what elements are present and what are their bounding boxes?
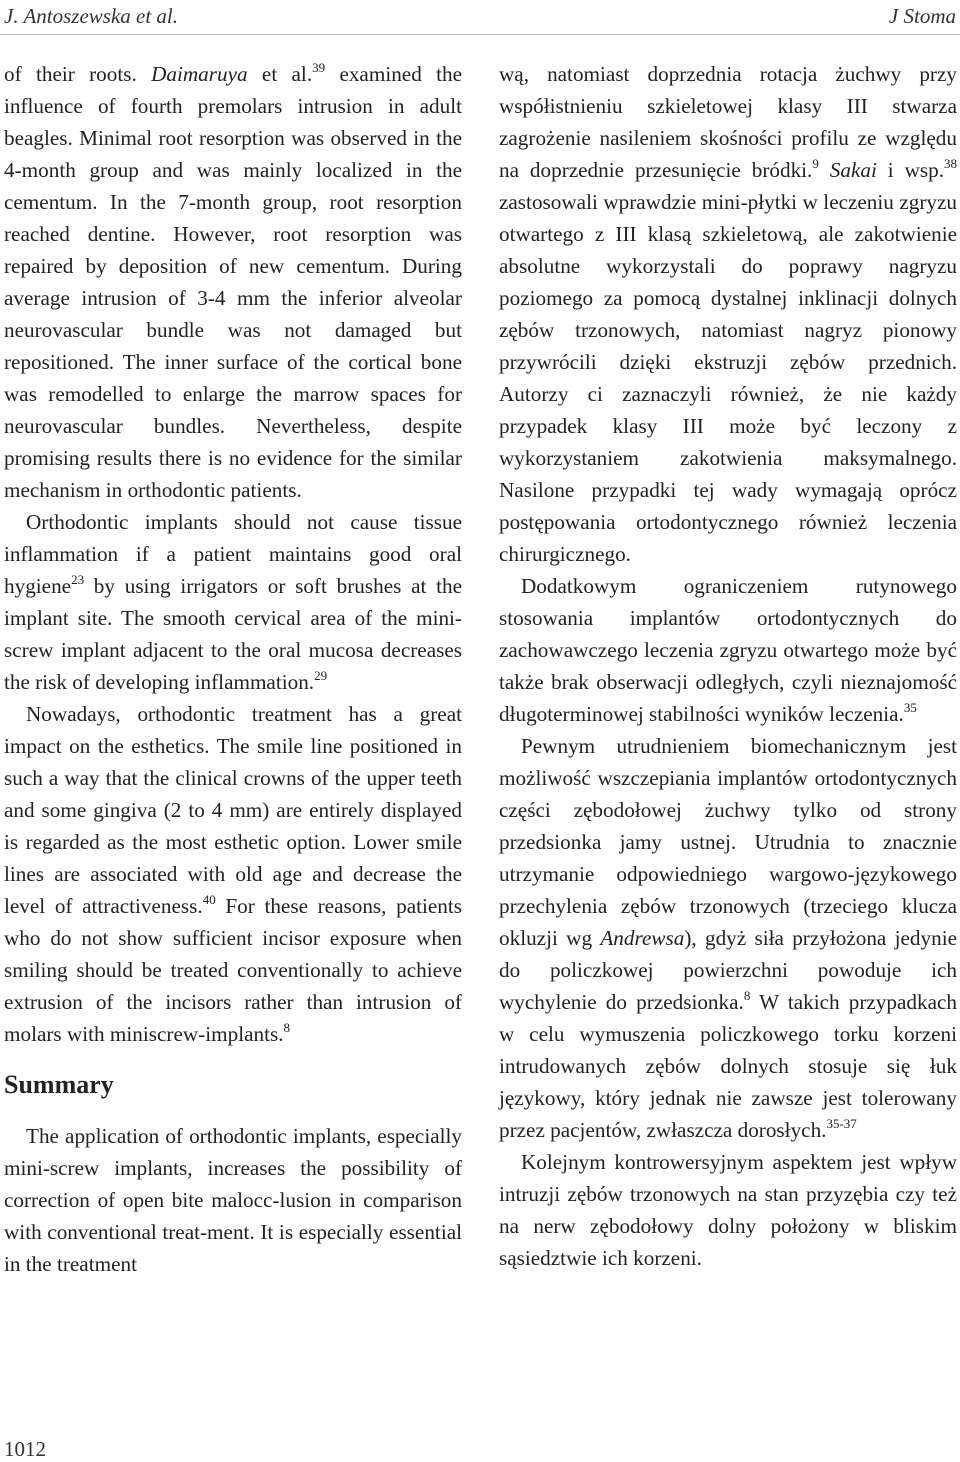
text-run: i wsp.: [876, 158, 945, 182]
text-run: Nowadays, orthodontic treatment has a great impact on the esthetics. The smile line positioned in such a way that the clinical crowns of the upper teeth and some gingiva (2 to 4 mm) are entirely displayed is regarded as the most esthetic option. Lower smile lines are associated with old age and decrease the level of attractiveness.: [4, 702, 462, 918]
paragraph: [499, 58, 957, 570]
paragraph: [4, 58, 462, 506]
right-column: [499, 58, 957, 1274]
citation-ref: 35-37: [826, 1116, 857, 1131]
paragraph: [499, 570, 957, 730]
author-name: Andrewsa: [600, 926, 685, 950]
author-name: Sakai: [829, 158, 877, 182]
text-run: Kolejnym kontrowersyjnym aspektem jest wpływ intruzji zębów trzonowych na stan przyzębia czy też na nerw zębodołowy dolny położony w bliskim sąsiedztwie ich korzeni.: [499, 1150, 957, 1270]
text-run: wą, natomiast doprzednia rotacja żuchwy przy współistnieniu szkieletowej klasy III stwarza zagrożenie nasileniem skośności profilu ze względu na doprzednie przesunięcie bródki.: [499, 62, 957, 182]
text-run: The application of orthodontic implants, especially mini-screw implants, increases the possibility of correction of open bite malocc-lusion in comparison with conventional treat-ment. It is especially essential in the treatment: [4, 1124, 462, 1276]
section-heading: Summary: [4, 1070, 114, 1099]
text-run: by using irrigators or soft brushes at the implant site. The smooth cervical area of the mini-screw implant adjacent to the oral mucosa decreases the risk of developing inflammation.: [4, 574, 462, 694]
text-run: For these reasons, patients who do not show sufficient incisor exposure when smiling should be treated conventionally to achieve extrusion of the incisors rather than intrusion of molars with miniscrew-implants.: [4, 894, 462, 1046]
running-header-authors: J. Antoszewska et al.: [4, 4, 179, 28]
citation-ref: 23: [71, 572, 85, 587]
text-run: Orthodontic implants should not cause tissue inflammation if a patient maintains good oral hygiene: [4, 510, 462, 598]
citation-ref: 40: [202, 892, 216, 907]
text-run: zastosowali wprawdzie mini-płytki w leczeniu zgryzu otwartego z III klasą szkieletową, ale zakotwienie absolutne wykorzystali do poprawy nagryzu poziomego za pomocą dystalnej inklinacji dolnych zębów trzonowych, natomiast nagryz pionowy przywrócili dzięki ekstruzji zębów przednich. Autorzy ci zaznaczyli również, że nie każdy przypadek klasy III może być leczony z wykorzystaniem zakotwienia maksymalnego. Nasilone przypadki tej wady wymagają oprócz postępowania ortodontycznego również leczenia chirurgicznego.: [499, 190, 957, 566]
paragraph: [499, 1146, 957, 1274]
text-run: examined the influence of fourth premolars intrusion in adult beagles. Minimal root resorption was observed in the 4-month group and was mainly localized in the cementum. In the 7-month group, root resorption reached dentine. However, root resorption was repaired by deposition of new cementum. During average intrusion of 3-4 mm the inferior alveolar neurovascular bundle was not damaged but repositioned. The inner surface of the cortical bone was remodelled to enlarge the marrow spaces for neurovascular bundles. Nevertheless, despite promising results there is no evidence for the similar mechanism in orthodontic patients.: [4, 62, 462, 502]
paragraph: [4, 506, 462, 698]
header-divider: [0, 34, 960, 35]
text-run: W takich przypadkach w celu wymuszenia policzkowego torku korzeni intrudowanych zębów dolnych stosuje się łuk językowy, który jednak nie zawsze jest tolerowany przez pacjentów, zwłaszcza dorosłych.: [499, 990, 957, 1142]
paragraph: [499, 730, 957, 1146]
citation-ref: 35: [903, 700, 917, 715]
citation-ref: 29: [314, 668, 328, 683]
citation-ref: 8: [743, 988, 751, 1003]
text-run: et al.: [247, 62, 313, 86]
left-column: [4, 58, 462, 1280]
page-number: 1012: [4, 1437, 46, 1461]
author-name: Daimaruya: [151, 62, 248, 86]
text-run: of their roots.: [4, 62, 152, 86]
running-header-journal: J Stoma: [888, 4, 956, 28]
text-run: Pewnym utrudnieniem biomechanicznym jest możliwość wszczepiania implantów ortodontycznych części zębodołowej żuchwy tylko od strony przedsionka jamy ustnej. Utrudnia to znacznie utrzymanie odpowiedniego wargowo-językowego przechylenia zębów trzonowych (trzeciego klucza okluzji wg: [499, 734, 957, 950]
text-run: ), gdyż siła przyłożona jedynie do policzkowej powierzchni powoduje ich wychylenie do przedsionka.: [499, 926, 957, 1014]
citation-ref: 8: [283, 1020, 291, 1035]
paragraph: [4, 1120, 462, 1280]
text-run: Dodatkowym ograniczeniem rutynowego stosowania implantów ortodontycznych do zachowawczego leczenia zgryzu otwartego może być także brak obserwacji odległych, czyli nieznajomość długoterminowej stabilności wyników leczenia.: [499, 574, 957, 726]
citation-ref: 39: [312, 60, 326, 75]
citation-ref: 38: [944, 156, 958, 171]
citation-ref: 9: [812, 156, 819, 171]
paragraph: [4, 698, 462, 1050]
